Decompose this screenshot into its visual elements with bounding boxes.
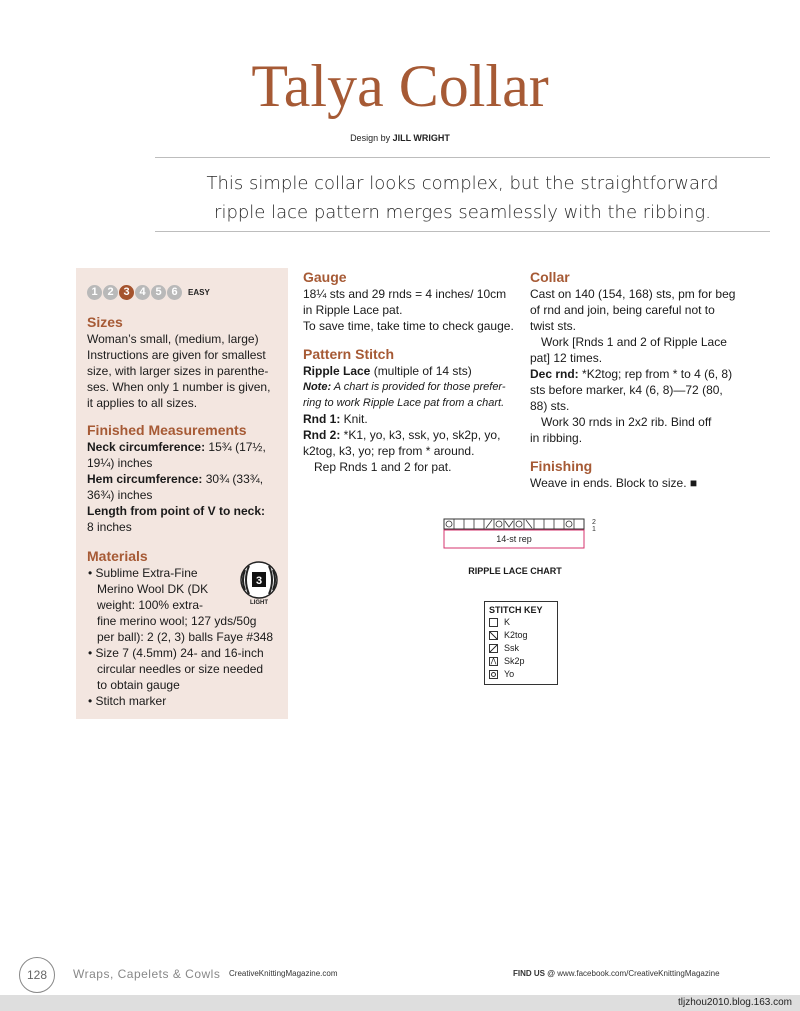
dec-rnd-text: *K2tog; rep from * to 4 (6, 8)	[578, 367, 733, 381]
pattern-title: Talya Collar	[251, 53, 549, 119]
designer-byline	[0, 133, 800, 143]
sizes-line: ses. When only 1 number is given,	[87, 380, 271, 394]
key-row-sk2p	[489, 655, 553, 668]
collar-finishing-column	[530, 268, 755, 491]
neck-label: Neck circumference:	[87, 440, 206, 454]
collar-line: 88) sts.	[530, 399, 570, 413]
page-number: 128	[19, 957, 55, 993]
dec-rnd-label: Dec rnd:	[530, 367, 579, 381]
watermark-text: tljzhou2010.blog.163.com	[678, 997, 792, 1008]
collar-line: sts before marker, k4 (6, 8)—72 (80,	[530, 383, 723, 397]
collar-line: Work 30 rnds in 2x2 rib. Bind off	[541, 415, 712, 429]
sizes-line: size, with larger sizes in parenthe-	[87, 364, 269, 378]
repeat-line: Rep Rnds 1 and 2 for pat.	[314, 460, 452, 474]
divider-top	[155, 157, 770, 158]
skill-level-1-icon: 1	[87, 285, 102, 300]
find-us	[513, 969, 720, 978]
key-row-k	[489, 616, 553, 629]
neck-measurement-cont: 19¼) inches	[87, 456, 153, 470]
collar-text	[530, 286, 755, 446]
materials-line: • Sublime Extra-Fine	[88, 566, 198, 580]
finishing-heading: Finishing	[530, 458, 593, 474]
gauge-pattern-column	[303, 268, 518, 475]
yarn-weight-label: LIGHT	[250, 600, 268, 606]
materials-line: weight: 100% extra-	[97, 598, 204, 612]
info-sidebar	[76, 268, 288, 719]
key-label: Yo	[504, 669, 515, 679]
gauge-line: in Ripple Lace pat.	[303, 303, 403, 317]
section-title: Wraps, Capelets & Cowls	[73, 967, 221, 981]
chart-caption: RIPPLE LACE CHART	[468, 566, 562, 576]
materials-line: circular needles or size needed	[97, 662, 264, 676]
yarn-weight-icon	[237, 560, 281, 606]
materials-marker: • Stitch marker	[88, 694, 167, 708]
rnd2-label: Rnd 2:	[303, 428, 341, 442]
collar-line: Work [Rnds 1 and 2 of Ripple Lace	[541, 335, 727, 349]
knit-icon	[489, 618, 498, 627]
ripple-lace-label: Ripple Lace	[303, 364, 371, 378]
find-us-label: FIND US @	[513, 969, 556, 978]
rnd1-text: Knit.	[340, 412, 368, 426]
hem-measurement-cont: 36¾) inches	[87, 488, 153, 502]
note-label: Note:	[303, 381, 332, 393]
key-row-yo	[489, 668, 553, 681]
chart-note	[303, 379, 518, 395]
key-label: K2tog	[504, 630, 528, 640]
key-row-k2tog	[489, 629, 553, 642]
ripple-lace-line	[303, 363, 518, 379]
yo-icon	[489, 670, 498, 679]
magazine-website[interactable]: CreativeKnittingMagazine.com	[229, 969, 338, 978]
materials-line: per ball): 2 (2, 3) balls Faye #348	[97, 630, 274, 644]
dec-rnd-line	[530, 366, 755, 382]
pattern-stitch-text	[303, 363, 518, 475]
collar-line: of rnd and join, being careful not to	[530, 303, 715, 317]
ripple-lace-chart	[432, 517, 602, 559]
materials-heading: Materials	[87, 548, 148, 564]
skill-level-5-icon: 5	[151, 285, 166, 300]
watermark-bar	[0, 995, 800, 1011]
hem-value: 30¾ (33¾,	[202, 472, 264, 486]
collar-line: in ribbing.	[530, 431, 583, 445]
skill-level-4-icon: 4	[135, 285, 150, 300]
neck-value: 15¾ (17½,	[205, 440, 266, 454]
designer-name: JILL WRIGHT	[392, 133, 450, 143]
note-text: A chart is provided for those prefer-	[331, 381, 506, 393]
gauge-text	[303, 286, 518, 334]
skill-label: EASY	[188, 287, 210, 297]
rnd2-text: *K1, yo, k3, ssk, yo, sk2p, yo,	[340, 428, 501, 442]
stitch-key-title: STITCH KEY	[489, 605, 543, 615]
collar-line: pat] 12 times.	[530, 351, 603, 365]
materials-line: Merino Wool DK (DK	[97, 582, 209, 596]
finished-measurements-text	[87, 439, 277, 535]
sizes-line: it applies to all sizes.	[87, 396, 198, 410]
key-label: Sk2p	[504, 656, 525, 666]
rnd2-line-cont: k2tog, k3, yo; rep from * around.	[303, 444, 475, 458]
materials-needles	[87, 645, 277, 693]
sizes-heading: Sizes	[87, 314, 123, 330]
hem-measurement	[87, 471, 277, 487]
materials-line: to obtain gauge	[97, 678, 180, 692]
key-label: K	[504, 617, 511, 627]
key-label: Ssk	[504, 643, 520, 653]
length-value: 8 inches	[87, 520, 132, 534]
neck-measurement	[87, 439, 277, 455]
deck-text	[155, 169, 770, 227]
gauge-line: 18¼ sts and 29 rnds = 4 inches/ 10cm	[303, 287, 507, 301]
gauge-heading: Gauge	[303, 269, 347, 285]
skill-level-3-icon: 3	[119, 285, 134, 300]
divider-bottom	[155, 231, 770, 232]
collar-line: twist sts.	[530, 319, 577, 333]
finished-measurements-heading: Finished Measurements	[87, 422, 247, 438]
sk2p-icon: ⋀	[490, 658, 497, 665]
stitch-key	[484, 601, 558, 685]
chart-row-2-label: 2	[592, 519, 596, 526]
k2tog-icon	[489, 631, 498, 640]
sizes-line: Woman’s small, (medium, large)	[87, 332, 259, 346]
length-label: Length from point of V to neck:	[87, 504, 265, 518]
materials-line: • Size 7 (4.5mm) 24- and 16-inch	[88, 646, 264, 660]
deck-line: ripple lace pattern merges seamlessly with the ribbing.	[214, 202, 711, 223]
chart-row-1-label: 1	[592, 526, 596, 533]
pattern-stitch-heading: Pattern Stitch	[303, 346, 395, 362]
collar-line: Cast on 140 (154, 168) sts, pm for beg	[530, 287, 736, 301]
sizes-text	[87, 331, 277, 411]
facebook-link[interactable]: www.facebook.com/CreativeKnittingMagazine	[555, 969, 720, 978]
hem-label: Hem circumference:	[87, 472, 203, 486]
gauge-line: To save time, take time to check gauge.	[303, 319, 514, 333]
length-measurement	[87, 503, 277, 519]
repeat-label: 14-st rep	[496, 534, 532, 544]
ssk-icon	[489, 644, 498, 653]
skill-level-6-icon: 6	[167, 285, 182, 300]
rnd1-line	[303, 411, 518, 427]
page-footer	[0, 950, 800, 1000]
skill-level	[87, 280, 277, 304]
sizes-line: Instructions are given for smallest	[87, 348, 266, 362]
skill-level-2-icon: 2	[103, 285, 118, 300]
collar-heading: Collar	[530, 269, 570, 285]
byline-prefix: Design by	[350, 133, 393, 143]
yarn-weight-number: 3	[255, 575, 263, 587]
key-row-ssk	[489, 642, 553, 655]
rnd2-line	[303, 427, 518, 443]
deck-line: This simple collar looks complex, but the straightforward	[206, 173, 719, 194]
ripple-lace-text: (multiple of 14 sts)	[370, 364, 472, 378]
chart-note-cont: ring to work Ripple Lace pat from a chart.	[303, 397, 505, 409]
materials-line: fine merino wool; 127 yds/50g	[97, 614, 257, 628]
rnd1-label: Rnd 1:	[303, 412, 341, 426]
finishing-text: Weave in ends. Block to size. ■	[530, 476, 698, 490]
